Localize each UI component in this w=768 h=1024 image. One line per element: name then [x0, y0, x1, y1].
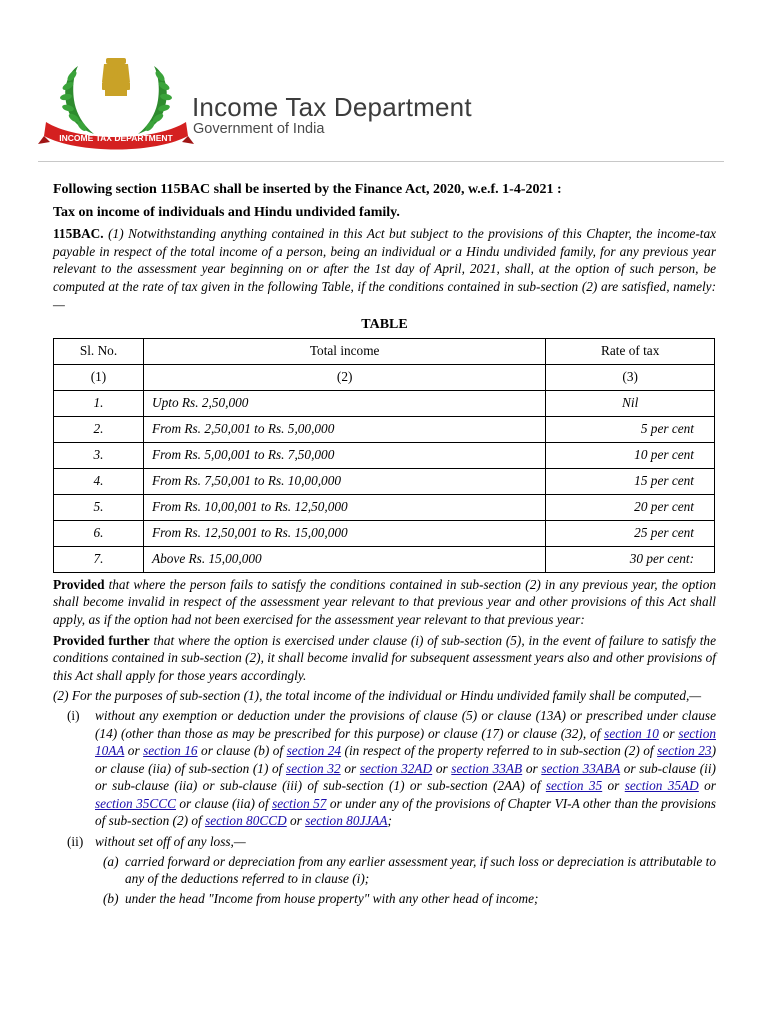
header-sl-no: Sl. No.: [54, 338, 144, 364]
link-section-80jjaa[interactable]: section 80JJAA: [305, 813, 388, 829]
row-rate: 5 per cent: [546, 416, 715, 442]
clause-text: or: [522, 760, 542, 776]
row-rate: 25 per cent: [546, 520, 715, 546]
proviso-label: Provided: [53, 576, 105, 592]
sub-clause-text: under the head "Income from house property" with any other head of income;: [125, 890, 539, 906]
link-section-10[interactable]: section 10: [604, 725, 659, 741]
sub-clause-number: (a): [103, 853, 119, 869]
row-number: 7.: [54, 546, 144, 572]
row-income: From Rs. 12,50,001 to Rs. 15,00,000: [144, 520, 546, 546]
row-number: 4.: [54, 468, 144, 494]
link-section-80ccd[interactable]: section 80CCD: [205, 813, 287, 829]
table-row: [54, 390, 715, 416]
section-heading: Tax on income of individuals and Hindu undivided family.: [53, 204, 400, 220]
link-section-35ad[interactable]: section 35AD: [624, 778, 699, 794]
link-section-33aba[interactable]: section 33ABA: [541, 760, 621, 776]
table-header-row: [54, 338, 715, 364]
page-header: [0, 0, 768, 160]
clause-ii-b: [103, 890, 716, 908]
clause-text: without any exemption or deduction under the provisions of clause (5) or clause (13A) or prescribed under clause (14) (other than those as may be prescribed for this purpose) or clause (17) or clause (32), of: [95, 707, 716, 741]
row-rate: 30 per cent:: [546, 546, 715, 572]
table-title: TABLE: [361, 317, 408, 333]
intro-line: Following section 115BAC shall be inserted by the Finance Act, 2020, w.e.f. 1-4-2021 :: [53, 182, 562, 197]
clause-ii-a: [103, 853, 716, 888]
clause-ii: [59, 833, 716, 851]
clause-text: or: [698, 778, 716, 794]
logo-ribbon-text: INCOME TAX DEPARTMENT: [59, 133, 173, 143]
link-section-24[interactable]: section 24: [286, 743, 342, 759]
clause-number: (ii): [67, 834, 84, 850]
table-index-row: [54, 364, 715, 390]
clause-i: [59, 707, 716, 830]
link-section-23[interactable]: section 23: [657, 743, 712, 759]
clause-text: or clause (iia) of: [175, 795, 273, 811]
tax-rate-table: [53, 338, 715, 573]
table-row: [54, 520, 715, 546]
index-cell: (1): [54, 364, 144, 390]
row-rate: Nil: [546, 390, 715, 416]
index-cell: (3): [546, 364, 715, 390]
department-title: Income Tax Department: [192, 92, 472, 122]
row-rate: 15 per cent: [546, 468, 715, 494]
clause-text: or clause (b) of: [197, 743, 287, 759]
link-section-33ab[interactable]: section 33AB: [451, 760, 523, 776]
clause-text: or: [432, 760, 452, 776]
row-income: From Rs. 7,50,001 to Rs. 10,00,000: [144, 468, 546, 494]
proviso-text: that where the person fails to satisfy the conditions contained in sub-section (2) in any previous year, the option shall become invalid in respect of the assessment year relevant to that previous year and other provisions of this Act shall apply, as if the option had not been exercised for the assessment year relevant to that previous year:: [53, 576, 716, 627]
clause-text: or: [286, 813, 306, 829]
clause-text: or: [602, 778, 625, 794]
row-number: 6.: [54, 520, 144, 546]
section-115bac-paragraph: [53, 225, 716, 313]
row-income: Above Rs. 15,00,000: [144, 546, 546, 572]
table-row: [54, 494, 715, 520]
sub-clause-number: (b): [103, 890, 119, 906]
clause-text: or: [340, 760, 360, 776]
link-section-32[interactable]: section 32: [286, 760, 341, 776]
clause-text: or: [658, 725, 679, 741]
proviso-further-label: Provided further: [53, 632, 150, 648]
row-income: Upto Rs. 2,50,000: [144, 390, 546, 416]
row-number: 1.: [54, 390, 144, 416]
row-income: From Rs. 5,00,001 to Rs. 7,50,000: [144, 442, 546, 468]
row-number: 3.: [54, 442, 144, 468]
table-row: [54, 416, 715, 442]
row-number: 2.: [54, 416, 144, 442]
row-income: From Rs. 10,00,001 to Rs. 12,50,000: [144, 494, 546, 520]
department-subtitle: Government of India: [193, 121, 325, 137]
link-section-16[interactable]: section 16: [143, 743, 198, 759]
clause-text: or under any of the provisions of Chapter VI-A other than the provisions of sub-section (2) of: [95, 795, 716, 829]
clause-text: ) or clause (iia) of sub-section (1) of: [95, 743, 716, 776]
row-number: 5.: [54, 494, 144, 520]
header-rate-of-tax: Rate of tax: [546, 338, 715, 364]
clause-text: without set off of any loss,—: [95, 834, 246, 850]
proviso-further-paragraph: [53, 632, 716, 685]
link-section-35ccc[interactable]: section 35CCC: [95, 795, 176, 811]
row-income: From Rs. 2,50,001 to Rs. 5,00,000: [144, 416, 546, 442]
table-row: [54, 546, 715, 572]
sub-clause-text: carried forward or depreciation from any earlier assessment year, if such loss or depreciation is attributable to any of the deductions referred to in clause (i);: [125, 853, 716, 887]
proviso-further-text: that where the option is exercised under clause (i) of sub-section (5), in the event of failure to satisfy the conditions contained in sub-section (2), it shall become invalid for subsequent assessment years also and other provisions of this Act shall apply for those years accordingly.: [53, 632, 716, 683]
link-section-35[interactable]: section 35: [545, 778, 603, 794]
section-label: 115BAC.: [53, 226, 104, 242]
link-section-32ad[interactable]: section 32AD: [359, 760, 433, 776]
index-cell: (2): [144, 364, 546, 390]
clause-text: or sub-clause (ii) or sub-clause (iia) or sub-clause (iii) of sub-section (1) or sub-section (2AA) of: [95, 760, 716, 794]
table-row: [54, 442, 715, 468]
clause-text: or: [124, 743, 144, 759]
row-rate: 10 per cent: [546, 442, 715, 468]
header-total-income: Total income: [144, 338, 546, 364]
proviso-paragraph: [53, 576, 716, 629]
link-section-57[interactable]: section 57: [272, 795, 327, 811]
income-tax-department-logo: [38, 52, 194, 152]
document-body: [53, 181, 716, 907]
table-row: [54, 468, 715, 494]
section-text: (1) Notwithstanding anything contained in this Act but subject to the provisions of this Chapter, the income-tax payable in respect of the total income of a person, being an individual or a Hindu undivided family, for any previous year relevant to the assessment year beginning on or after the 1st day of April, 2021, shall, at the option of such person, be computed at the rate of tax given in the following Table, if the conditions contained in sub-section (2) are satisfied, namely:—: [53, 226, 716, 312]
link-section-10aa[interactable]: section 10AA: [95, 725, 716, 759]
clause-text: (in respect of the property referred to in sub-section (2) of: [341, 743, 658, 759]
header-divider: [38, 161, 724, 162]
clause-text: ;: [387, 813, 392, 829]
clause-number: (i): [67, 707, 80, 723]
row-rate: 20 per cent: [546, 494, 715, 520]
sub-section-2-paragraph: (2) For the purposes of sub-section (1), the total income of the individual or Hindu undivided family shall be computed,—: [53, 688, 702, 704]
